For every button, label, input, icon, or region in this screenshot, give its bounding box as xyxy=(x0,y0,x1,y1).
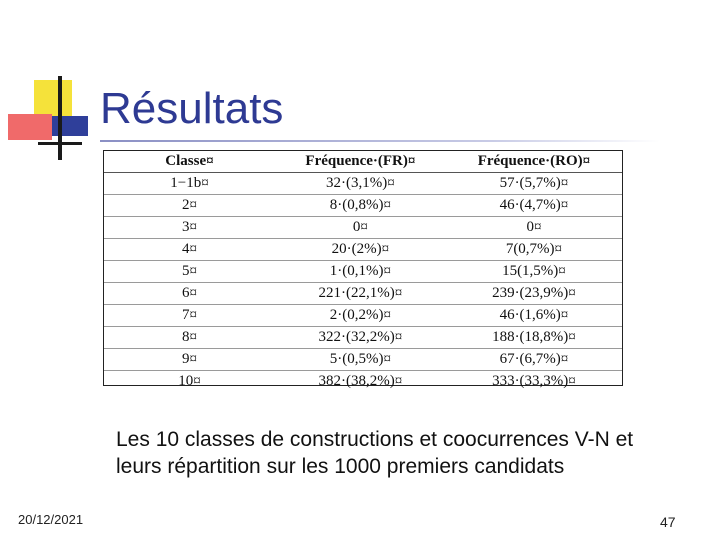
cell-classe: 1−1b¤ xyxy=(104,173,275,195)
slide-title: Résultats xyxy=(100,84,284,133)
footer-date: 20/12/2021 xyxy=(18,512,84,527)
cell-classe: 5¤ xyxy=(104,261,275,283)
cell-frequence-fr: 0¤ xyxy=(275,217,446,239)
cell-frequence-ro: 0¤ xyxy=(446,217,622,239)
cell-frequence-fr: 5·(0,5%)¤ xyxy=(275,349,446,371)
logo-vertical-bar xyxy=(58,76,62,160)
cell-frequence-fr: 32·(3,1%)¤ xyxy=(275,173,446,195)
cell-frequence-ro: 46·(4,7%)¤ xyxy=(446,195,622,217)
cell-classe: 2¤ xyxy=(104,195,275,217)
cell-frequence-fr: 382·(38,2%)¤ xyxy=(318,373,403,389)
cell-frequence-ro: 188·(18,8%)¤ xyxy=(446,327,622,349)
cell-frequence-fr: 322·(32,2%)¤ xyxy=(275,327,446,349)
cell-frequence-ro: 15(1,5%)¤ xyxy=(446,261,622,283)
cell-frequence-ro: 239·(23,9%)¤ xyxy=(446,283,622,305)
cell-frequence-fr: 2·(0,2%)¤ xyxy=(275,305,446,327)
cell-frequence-fr: 20·(2%)¤ xyxy=(275,239,446,261)
header-frequence-ro: Fréquence·(RO)¤ xyxy=(446,151,622,173)
results-table-image xyxy=(103,150,623,389)
table-row xyxy=(104,327,622,349)
cell-frequence-fr: 1·(0,1%)¤ xyxy=(275,261,446,283)
cell-classe: 3¤ xyxy=(104,217,275,239)
table-row xyxy=(104,349,622,371)
page-number: 47 xyxy=(660,514,676,530)
cell-classe: 8¤ xyxy=(104,327,275,349)
table-row xyxy=(104,371,622,393)
cell-frequence-ro: 7(0,7%)¤ xyxy=(446,239,622,261)
logo-yellow-square xyxy=(34,80,72,118)
table-row xyxy=(104,239,622,261)
cell-frequence-ro: 67·(6,7%)¤ xyxy=(446,349,622,371)
cell-frequence-fr: 8·(0,8%)¤ xyxy=(275,195,446,217)
table-row xyxy=(104,217,622,239)
cell-frequence-ro: 57·(5,7%)¤ xyxy=(446,173,622,195)
cell-frequence-ro: 46·(1,6%)¤ xyxy=(446,305,622,327)
cell-classe: 10¤ xyxy=(178,373,201,389)
table-header-row xyxy=(104,151,622,173)
header-frequence-fr: Fréquence·(FR)¤ xyxy=(275,151,446,173)
logo-red-square xyxy=(8,114,52,140)
title-divider xyxy=(100,140,660,142)
cell-classe: 7¤ xyxy=(104,305,275,327)
slide-logo-icon xyxy=(8,76,92,166)
table-row xyxy=(104,283,622,305)
table-row xyxy=(104,195,622,217)
cell-classe: 6¤ xyxy=(104,283,275,305)
cell-classe: 4¤ xyxy=(104,239,275,261)
cell-frequence-ro: 333·(33,3%)¤ xyxy=(492,373,576,389)
logo-horizontal-bar xyxy=(38,142,82,145)
slide-caption: Les 10 classes de constructions et coocurrences V-N et leurs répartition sur les 1000 premiers candidats xyxy=(116,428,634,478)
table-row xyxy=(104,173,622,195)
cell-frequence-fr: 221·(22,1%)¤ xyxy=(275,283,446,305)
table-row xyxy=(104,305,622,327)
cell-classe: 9¤ xyxy=(104,349,275,371)
header-classe: Classe¤ xyxy=(104,151,275,173)
results-table xyxy=(104,151,622,392)
table-row xyxy=(104,261,622,283)
